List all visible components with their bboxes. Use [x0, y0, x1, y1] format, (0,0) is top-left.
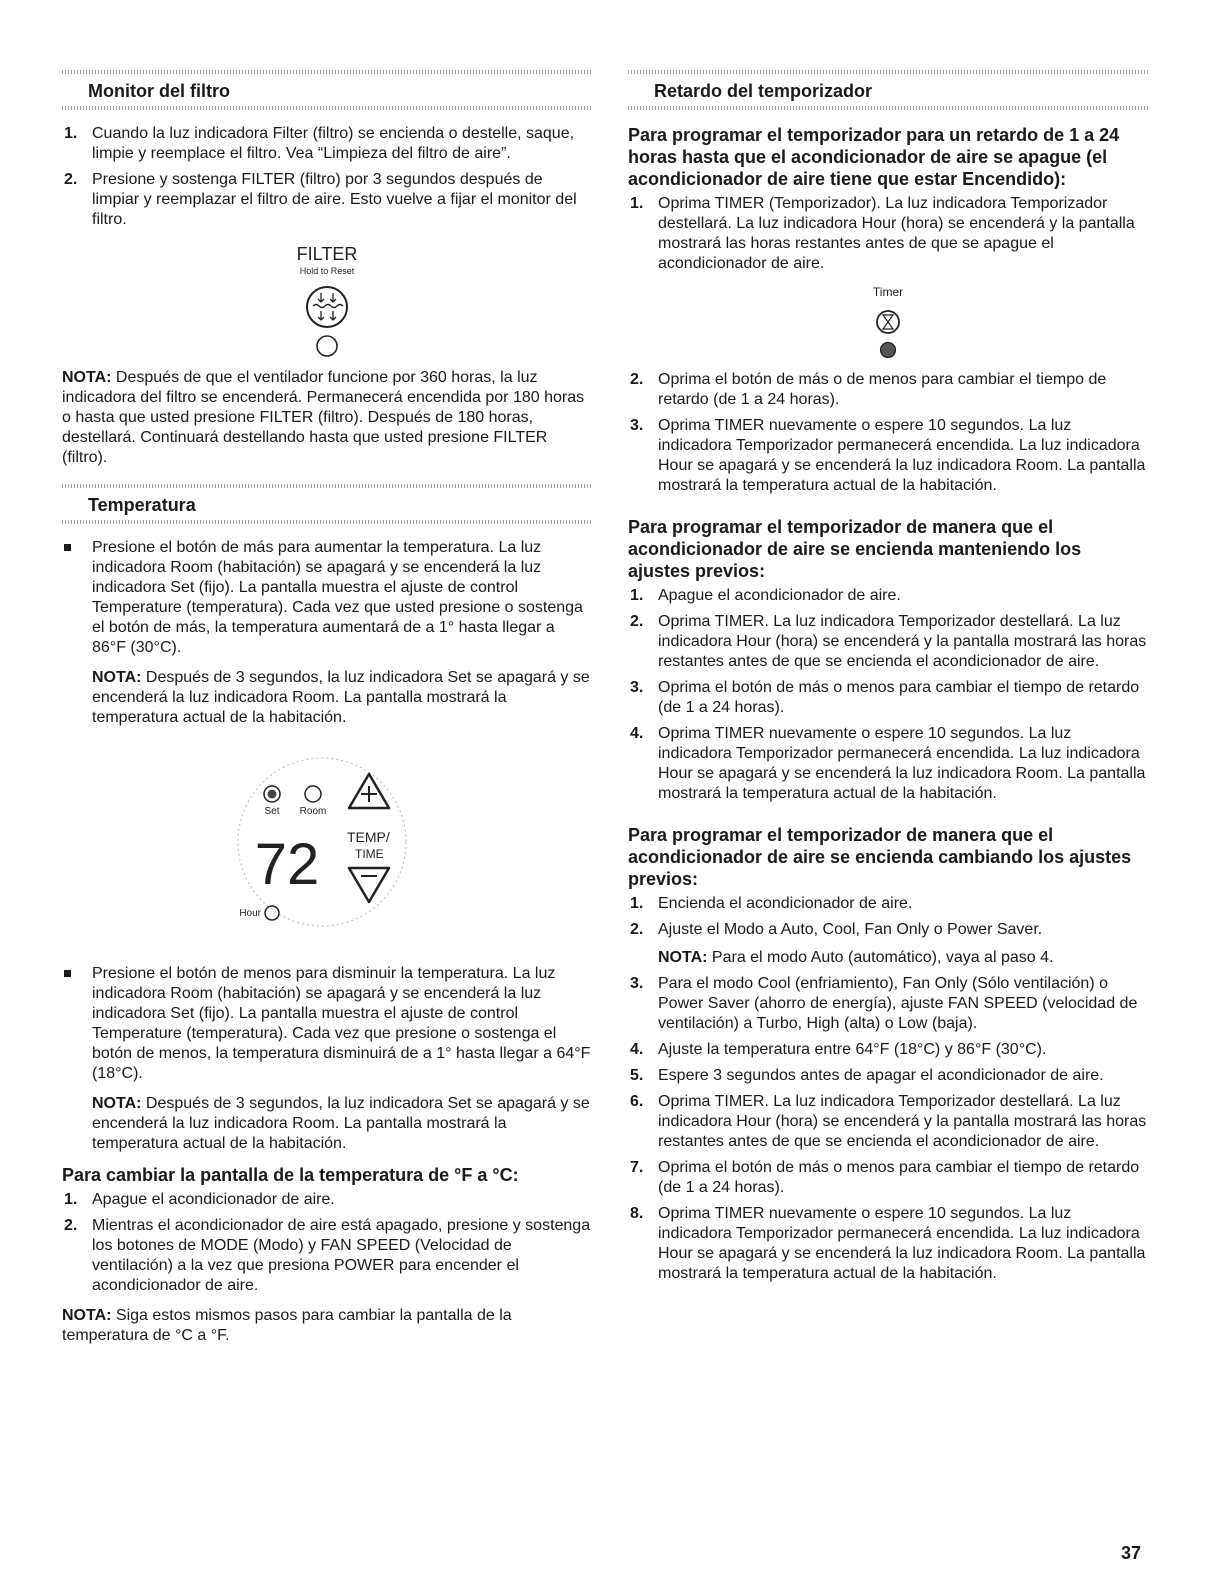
- timer-sub3-note: [658, 948, 1148, 968]
- step-number: 2.: [64, 171, 78, 188]
- bullet-text: Presione el botón de más para aumentar la temperatura. La luz indicadora Room (habitación) se apagará y se encenderá la luz indicadora Set (fijo). La pantalla muestra el ajuste de control Temperature (temperatura). Cada vez que usted presione o sostenga el botón de más, la temperatura aumentará de a 1° hasta llegar a 86°F (30°C).: [92, 539, 583, 656]
- step-number: 7.: [630, 1159, 644, 1176]
- section-rule: [628, 106, 1148, 110]
- list-item: [62, 170, 592, 230]
- temp-control-figure: [227, 742, 427, 942]
- section-title: Retardo del temporizador: [654, 81, 873, 101]
- step-number: 3.: [630, 417, 644, 434]
- list-item: [628, 416, 1148, 496]
- list-item: [62, 1216, 592, 1296]
- step-number: 4.: [630, 725, 644, 742]
- timer-sub3-steps-a: [628, 894, 1148, 968]
- step-text: Ajuste el Modo a Auto, Cool, Fan Only o Power Saver.: [658, 921, 1043, 938]
- temp-time-label: TEMP/: [347, 829, 390, 845]
- section-title: Monitor del filtro: [88, 81, 230, 101]
- timer-section-header: [628, 70, 1148, 110]
- timer-sub3-steps-b: [628, 974, 1148, 1284]
- filter-note: [62, 368, 592, 468]
- filter-button-figure: [267, 240, 387, 360]
- step-number: 3.: [630, 975, 644, 992]
- note-text: Siga estos mismos pasos para cambiar la pantalla de la temperatura de °C a °F.: [62, 1307, 512, 1344]
- timer-sub1-heading: Para programar el temporizador para un retardo de 1 a 24 horas hasta que el acondicionador de aire se apague (el acondicionador de aire tiene que estar Encendido):: [628, 125, 1120, 189]
- step-text: Mientras el acondicionador de aire está apagado, presione y sostenga los botones de MODE (Modo) y FAN SPEED (Velocidad de ventilación) a la vez que presiona POWER para encender el acondicionador de aire.: [92, 1217, 591, 1294]
- set-label: Set: [264, 806, 280, 817]
- list-item: [628, 1040, 1148, 1060]
- step-number: 4.: [630, 1041, 644, 1058]
- left-column: [62, 70, 592, 1356]
- step-number: 1.: [630, 195, 644, 212]
- step-text: Oprima el botón de más o menos para cambiar el tiempo de retardo (de 1 a 24 horas).: [658, 679, 1140, 716]
- step-text: Apague el acondicionador de aire.: [92, 1191, 335, 1208]
- step-number: 8.: [630, 1205, 644, 1222]
- step-number: 2.: [630, 613, 644, 630]
- room-indicator-icon: [305, 786, 321, 802]
- temp-section-header: [62, 484, 592, 524]
- list-item: [62, 1190, 592, 1210]
- list-item: [628, 1158, 1148, 1198]
- minus-button-icon: [349, 868, 389, 902]
- section-rule: [62, 484, 592, 488]
- list-item: [628, 920, 1148, 968]
- temp-note-1: [92, 668, 592, 728]
- note-label: NOTA:: [62, 1307, 112, 1324]
- note-label: NOTA:: [92, 669, 142, 686]
- step-text: Espere 3 segundos antes de apagar el acondicionador de aire.: [658, 1067, 1104, 1084]
- list-item: [628, 678, 1148, 718]
- step-number: 5.: [630, 1067, 644, 1084]
- display-digits: 72: [254, 832, 320, 897]
- step-text: Oprima TIMER nuevamente o espere 10 segundos. La luz indicadora Temporizador permanecerá encendida. La luz indicadora Hour se apagará y se encenderá la luz indicadora Room. La pantalla mostrará la temperatura actual de la habitación.: [658, 725, 1146, 802]
- step-text: Encienda el acondicionador de aire.: [658, 895, 913, 912]
- step-number: 2.: [64, 1217, 78, 1234]
- temp-note-2: [92, 1094, 592, 1154]
- list-item: [62, 538, 592, 728]
- room-label: Room: [299, 806, 327, 817]
- list-item: [628, 894, 1148, 914]
- hour-label: Hour: [239, 908, 261, 919]
- convert-steps: [62, 1190, 592, 1296]
- step-text: Oprima TIMER. La luz indicadora Temporizador destellará. La luz indicadora Hour (hora) se encenderá y la pantalla mostrará las horas restantes antes de que se encienda el acondicionador de aire.: [658, 613, 1147, 670]
- timer-sub2-heading: Para programar el temporizador de manera que el acondicionador de aire se encienda manteniendo los ajustes previos:: [628, 517, 1082, 581]
- filter-steps: [62, 124, 592, 230]
- timer-sub1-step1: [628, 194, 1148, 274]
- step-text: Oprima TIMER nuevamente o espere 10 segundos. La luz indicadora Temporizador permanecerá encendida. La luz indicadora Hour se apagará y se encenderá la luz indicadora Room. La pantalla mostrará la temperatura actual de la habitación.: [658, 1205, 1146, 1282]
- step-text: Oprima el botón de más o de menos para cambiar el tiempo de retardo (de 1 a 24 horas).: [658, 371, 1107, 408]
- section-title: Temperatura: [88, 495, 196, 515]
- step-number: 1.: [64, 1191, 78, 1208]
- list-item: [628, 974, 1148, 1034]
- timer-button-figure: [848, 284, 928, 364]
- step-text: Oprima el botón de más o menos para cambiar el tiempo de retardo (de 1 a 24 horas).: [658, 1159, 1140, 1196]
- list-item: [62, 124, 592, 164]
- list-item: [628, 1066, 1148, 1086]
- list-item: [628, 612, 1148, 672]
- page-number: 37: [1120, 1543, 1141, 1563]
- step-number: 2.: [630, 371, 644, 388]
- hour-indicator-icon: [265, 906, 279, 920]
- step-number: 1.: [630, 587, 644, 604]
- step-number: 1.: [630, 895, 644, 912]
- list-item: [62, 964, 592, 1154]
- timer-sub3-heading: Para programar el temporizador de manera que el acondicionador de aire se encienda cambiando los ajustes previos:: [628, 825, 1132, 889]
- list-item: [628, 1204, 1148, 1284]
- step-text: Oprima TIMER. La luz indicadora Temporizador destellará. La luz indicadora Hour (hora) se encenderá y la pantalla mostrará las horas restantes antes de que se encienda el acondicionador de aire.: [658, 1093, 1147, 1150]
- list-item: [628, 194, 1148, 274]
- note-text: Después de 3 segundos, la luz indicadora Set se apagará y se encenderá la luz indicadora Room. La pantalla mostrará la temperatura actual de la habitación.: [92, 669, 590, 726]
- note-label: NOTA:: [92, 1095, 142, 1112]
- note-text: Después de 3 segundos, la luz indicadora Set se apagará y se encenderá la luz indicadora Room. La pantalla mostrará la temperatura actual de la habitación.: [92, 1095, 590, 1152]
- filter-section-header: [62, 70, 592, 110]
- timer-indicator-icon: [881, 343, 896, 358]
- timer-button-icon: [877, 311, 899, 333]
- section-rule: [62, 70, 592, 74]
- note-text: Después de que el ventilador funcione por 360 horas, la luz indicadora del filtro se encenderá. Permanecerá encendida por 180 horas o hasta que usted presione FILTER (filtro). Después de 180 horas, destellará. Continuará destellando hasta que usted presione FILTER (filtro).: [62, 369, 585, 466]
- right-column: [628, 70, 1148, 1294]
- note-label: NOTA:: [62, 369, 112, 386]
- bullet-text: Presione el botón de menos para disminuir la temperatura. La luz indicadora Room (habitación) se apagará y se encenderá la luz indicadora Set (fijo). La pantalla muestra el ajuste de control Temperature (temperatura). Cada vez que presione o sostenga el botón de menos, la temperatura disminuirá de a 1° hasta llegar a 64°F (18°C).: [92, 965, 591, 1082]
- convert-note: [62, 1306, 592, 1346]
- step-text: Ajuste la temperatura entre 64°F (18°C) y 86°F (30°C).: [658, 1041, 1047, 1058]
- note-label: NOTA:: [658, 949, 708, 966]
- step-number: 6.: [630, 1093, 644, 1110]
- list-item: [628, 1092, 1148, 1152]
- step-number: 2.: [630, 921, 644, 938]
- timer-sub1-steps: [628, 370, 1148, 496]
- set-indicator-dot: [268, 790, 277, 799]
- filter-label: FILTER: [296, 244, 358, 264]
- step-text: Oprima TIMER (Temporizador). La luz indicadora Temporizador destellará. La luz indicadora Hour (hora) se encenderá y la pantalla mostrará las horas restantes antes de que se apague el acondicionador de aire.: [658, 195, 1135, 272]
- timer-label: Timer: [872, 285, 904, 299]
- section-rule: [62, 520, 592, 524]
- note-text: Para el modo Auto (automático), vaya al paso 4.: [707, 949, 1054, 966]
- filter-sublabel: Hold to Reset: [299, 266, 355, 276]
- step-text: Presione y sostenga FILTER (filtro) por 3 segundos después de limpiar y reemplazar el filtro de aire. Esto vuelve a fijar el monitor del filtro.: [92, 171, 577, 228]
- step-text: Oprima TIMER nuevamente o espere 10 segundos. La luz indicadora Temporizador permanecerá encendida. La luz indicadora Hour se apagará y se encenderá la luz indicadora Room. La pantalla mostrará la temperatura actual de la habitación.: [658, 417, 1146, 494]
- list-item: [628, 586, 1148, 606]
- list-item: [628, 370, 1148, 410]
- temp-bullets-1: [62, 538, 592, 728]
- time-label: TIME: [355, 847, 384, 861]
- temp-bullets-2: [62, 964, 592, 1154]
- step-text: Para el modo Cool (enfriamiento), Fan Only (Sólo ventilación) o Power Saver (ahorro de energía), ajuste FAN SPEED (velocidad de ventilación) a Turbo, High (alta) o Low (baja).: [658, 975, 1138, 1032]
- filter-indicator-icon: [317, 336, 337, 356]
- filter-button-icon: [307, 287, 347, 327]
- convert-heading: Para cambiar la pantalla de la temperatura de °F a °C:: [62, 1165, 519, 1185]
- step-text: Apague el acondicionador de aire.: [658, 587, 901, 604]
- step-number: 3.: [630, 679, 644, 696]
- step-number: 1.: [64, 125, 78, 142]
- timer-sub2-steps: [628, 586, 1148, 804]
- section-rule: [628, 70, 1148, 74]
- plus-button-icon: [349, 774, 389, 808]
- section-rule: [62, 106, 592, 110]
- list-item: [628, 724, 1148, 804]
- step-text: Cuando la luz indicadora Filter (filtro) se encienda o destelle, saque, limpie y reemplace el filtro. Vea “Limpieza del filtro de aire”.: [92, 125, 575, 162]
